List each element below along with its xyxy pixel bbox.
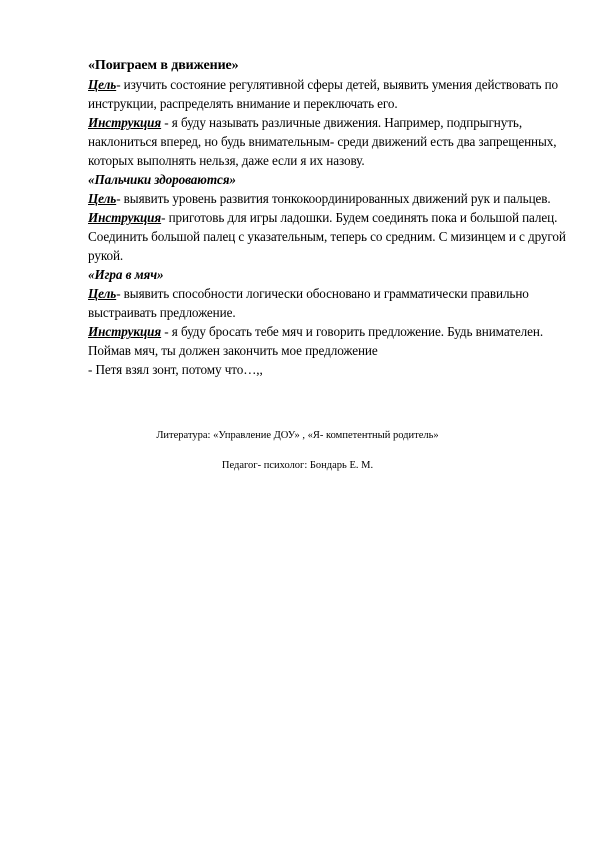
instruction-text: - я буду бросать тебе мяч и говорить предложение. Будь внимателен. Поймав мяч, ты должен закончить мое предложение xyxy=(88,324,544,358)
document-body xyxy=(88,56,568,379)
goal-label: Цель xyxy=(88,191,117,206)
goal-label: Цель xyxy=(88,286,117,301)
literature-line: Литература: «Управление ДОУ» , «Я- компетентный родитель» xyxy=(156,430,439,441)
document-title: «Поиграем в движение» xyxy=(88,58,239,73)
section-title: «Пальчики здороваются» xyxy=(88,172,236,187)
goal-paragraph xyxy=(88,75,568,113)
goal-paragraph xyxy=(88,284,568,322)
instruction-text: - приготовь для игры ладошки. Будем соединять пока и большой палец. Соединить большой палец с указательным, теперь со средним. С мизинцем и с другой рукой. xyxy=(88,210,566,263)
example-sentence: - Петя взял зонт, потому что…,, xyxy=(88,362,263,377)
instruction-text: - я буду называть различные движения. Например, подпрыгнуть, наклониться вперед, но будь внимательным- среди движений есть два запрещенных, которых выполнять нельзя, даже если я их назову. xyxy=(88,115,557,168)
goal-paragraph xyxy=(88,189,568,208)
section-title: «Игра в мяч» xyxy=(88,267,164,282)
instruction-label: Инструкция xyxy=(88,324,162,339)
goal-text: - выявить уровень развития тонкокоординированных движений рук и пальцев. xyxy=(116,191,551,206)
instruction-label: Инструкция xyxy=(88,210,162,225)
instruction-label: Инструкция xyxy=(88,115,162,130)
goal-text: - выявить способности логически обосновано и грамматически правильно выстраивать предложение. xyxy=(88,286,529,320)
goal-text: - изучить состояние регулятивной сферы детей, выявить умения действовать по инструкции, распределять внимание и переключать его. xyxy=(88,77,559,111)
author-line: Педагог- психолог: Бондарь Е. М. xyxy=(221,460,374,471)
instruction-paragraph xyxy=(88,113,568,170)
instruction-paragraph xyxy=(88,322,568,360)
instruction-paragraph xyxy=(88,208,568,265)
goal-label: Цель xyxy=(88,77,117,92)
